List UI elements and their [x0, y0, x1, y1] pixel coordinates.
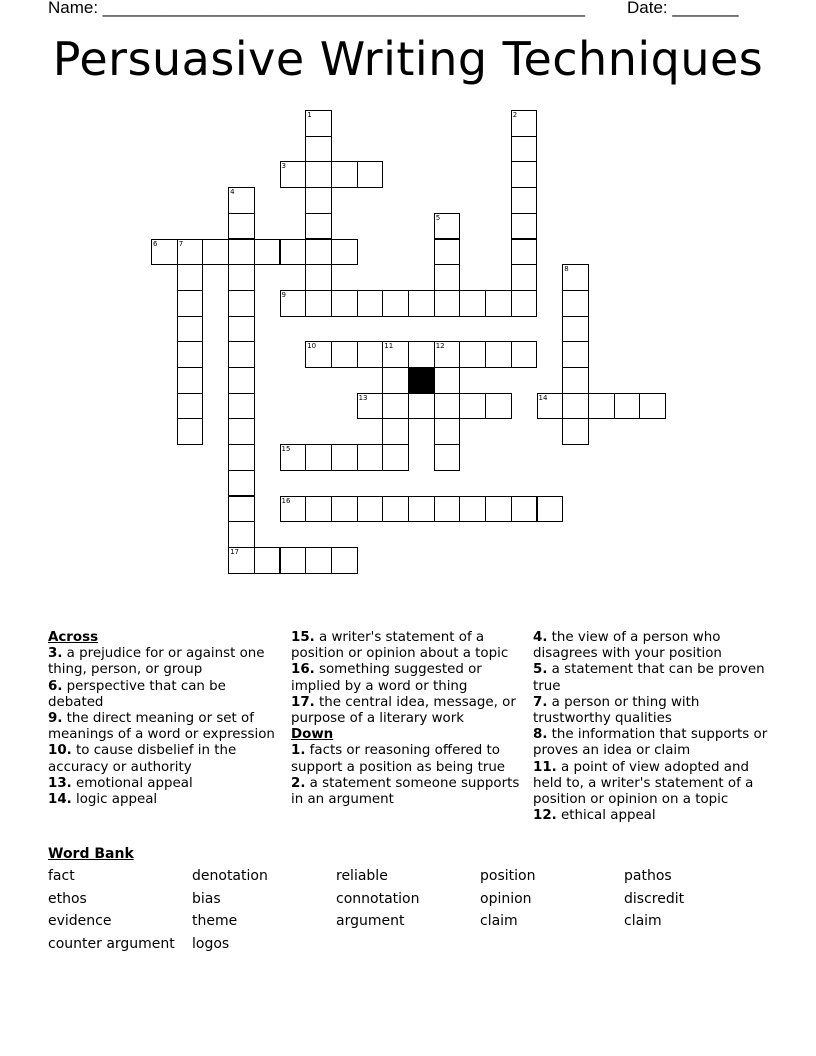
word-bank-item: discredit [624, 890, 685, 907]
grid-cell[interactable] [228, 393, 255, 420]
clue-text: ethical appeal [561, 808, 656, 824]
grid-cell[interactable] [177, 418, 204, 445]
grid-cell[interactable] [614, 393, 641, 420]
grid-cell[interactable] [434, 290, 461, 317]
grid-cell[interactable] [382, 367, 409, 394]
grid-cell[interactable] [485, 341, 512, 368]
clue-text: facts or reasoning offered to support a position as being true [291, 743, 506, 775]
grid-cell[interactable] [331, 496, 358, 523]
cell-number: 3 [281, 162, 286, 171]
grid-cell[interactable] [434, 239, 461, 266]
grid-cell[interactable] [357, 290, 384, 317]
cell-number: 4 [230, 188, 235, 197]
grid-cell[interactable] [177, 239, 204, 266]
clue-text: perspective that can be debated [48, 678, 226, 710]
word-bank-item: bias [192, 890, 221, 907]
grid-cell[interactable] [177, 367, 204, 394]
grid-cell[interactable] [305, 239, 332, 266]
word-bank-item: argument [336, 913, 405, 930]
grid-cell[interactable] [434, 341, 461, 368]
grid-cell[interactable] [537, 393, 564, 420]
grid-cell[interactable] [331, 341, 358, 368]
grid-cell[interactable] [562, 264, 589, 291]
clue-number: 17. [291, 694, 315, 710]
grid-cell[interactable] [485, 393, 512, 420]
word-bank-item: logos [192, 936, 230, 953]
grid-cell[interactable] [305, 213, 332, 240]
grid-cell[interactable] [280, 161, 307, 188]
grid-cell[interactable] [639, 393, 666, 420]
grid-cell[interactable] [511, 290, 538, 317]
clue-text: a person or thing with trustworthy qualities [533, 694, 700, 727]
grid-cell[interactable] [562, 316, 589, 343]
clue-number: 15. [291, 630, 315, 645]
grid-cell[interactable] [305, 110, 332, 137]
clue-text: to cause disbelief in the accuracy or authority [48, 743, 237, 775]
grid-cell[interactable] [434, 213, 461, 240]
grid-cell[interactable] [382, 444, 409, 471]
grid-cell[interactable] [459, 341, 486, 368]
cell-number: 6 [153, 239, 158, 248]
grid-cell[interactable] [228, 316, 255, 343]
grid-cell[interactable] [459, 393, 486, 420]
clue-text: the information that supports or proves an idea or claim [533, 727, 768, 759]
grid-cell[interactable] [331, 290, 358, 317]
cell-number: 7 [178, 239, 184, 248]
clue-number: 13. [48, 775, 72, 791]
grid-cell[interactable] [357, 444, 384, 471]
clue-number: 5. [533, 662, 548, 678]
grid-cell[interactable] [228, 213, 255, 240]
cell-number: 2 [512, 111, 518, 119]
word-bank-item: denotation [192, 868, 268, 884]
word-bank-item: connotation [336, 890, 420, 907]
grid-cell[interactable] [280, 444, 307, 471]
grid-cell[interactable] [511, 136, 538, 163]
grid-cell[interactable] [511, 110, 538, 137]
clue-number: 4. [533, 630, 548, 645]
clue-text: the view of a person who disagrees with your position [533, 630, 722, 662]
clue-column-3 [533, 630, 773, 824]
clue [48, 743, 284, 775]
clue-text: the central idea, message, or purpose of a literary work [291, 694, 516, 727]
word-bank-item: evidence [48, 913, 112, 930]
across-heading: Across [48, 630, 99, 645]
grid-cell[interactable] [434, 496, 461, 523]
clue-number: 9. [48, 711, 63, 727]
grid-cell[interactable] [305, 341, 332, 368]
name-field-label: Name: ___________________________________________________ [48, 0, 585, 17]
grid-cell[interactable] [305, 264, 332, 291]
grid-cell[interactable] [434, 264, 461, 291]
grid-cell[interactable] [280, 547, 307, 574]
clue-number: 7. [533, 694, 548, 710]
clue-number: 11. [533, 759, 557, 775]
clue-text: a statement someone supports in an argument [291, 775, 520, 808]
grid-cell[interactable] [228, 239, 255, 266]
clue [533, 662, 773, 694]
clue [533, 760, 773, 809]
clue [291, 630, 527, 662]
clue [291, 743, 527, 775]
cell-number: 14 [538, 393, 548, 402]
grid-cell[interactable] [562, 367, 589, 394]
grid-cell[interactable] [177, 393, 204, 420]
clue-text: logic appeal [76, 792, 158, 808]
grid-cell[interactable] [485, 496, 512, 523]
grid-cell[interactable] [511, 239, 538, 266]
grid-cell[interactable] [562, 290, 589, 317]
grid-cell[interactable] [382, 418, 409, 445]
clue [533, 630, 773, 662]
cell-number: 8 [564, 265, 569, 274]
clue [291, 695, 527, 727]
clue [533, 808, 773, 824]
grid-cell[interactable] [382, 341, 409, 368]
clue-number: 12. [533, 808, 557, 824]
grid-cell[interactable] [228, 470, 255, 497]
word-bank-item: pathos [624, 868, 672, 884]
grid-cell[interactable] [562, 393, 589, 420]
clue-number: 16. [291, 662, 315, 678]
grid-cell[interactable] [459, 496, 486, 523]
grid-cell[interactable] [177, 290, 204, 317]
clue-number: 2. [291, 775, 306, 791]
grid-cell[interactable] [254, 547, 281, 574]
word-bank-item: fact [48, 868, 75, 884]
grid-cell[interactable] [357, 496, 384, 523]
clue [48, 711, 284, 743]
grid-cell[interactable] [228, 547, 255, 574]
grid-cell[interactable] [177, 316, 204, 343]
grid-cell[interactable] [228, 187, 255, 214]
grid-cell[interactable] [228, 444, 255, 471]
grid-cell[interactable] [511, 341, 538, 368]
word-bank-item: opinion [480, 890, 532, 907]
cell-number: 10 [307, 342, 317, 351]
grid-cell[interactable] [228, 367, 255, 394]
grid-cell[interactable] [305, 444, 332, 471]
cell-number: 5 [435, 213, 441, 222]
clue-number: 14. [48, 792, 72, 808]
grid-cell[interactable] [434, 367, 461, 394]
grid-cell[interactable] [511, 213, 538, 240]
grid-cell[interactable] [202, 239, 229, 266]
word-bank-item: reliable [336, 868, 388, 884]
clue-number: 10. [48, 743, 72, 759]
grid-cell[interactable] [511, 496, 538, 523]
grid-cell[interactable] [331, 547, 358, 574]
cell-number: 16 [281, 496, 291, 505]
clue [291, 662, 527, 694]
clue-number: 3. [48, 646, 63, 662]
clue [48, 679, 284, 711]
clue-text: a writer's statement of a position or opinion about a topic [291, 630, 509, 662]
word-bank-item: counter argument [48, 936, 175, 953]
cell-number: 1 [307, 111, 312, 119]
clue-number: 8. [533, 727, 548, 743]
grid-cell[interactable] [485, 290, 512, 317]
grid-cell[interactable] [228, 521, 255, 548]
grid-cell[interactable] [331, 239, 358, 266]
grid-cell[interactable] [280, 290, 307, 317]
word-bank-item: position [480, 868, 536, 884]
grid-cell[interactable] [408, 496, 435, 523]
grid-cell[interactable] [228, 418, 255, 445]
grid-cell[interactable] [382, 393, 409, 420]
clue-number: 1. [291, 743, 306, 759]
word-bank-heading: Word Bank [48, 846, 134, 862]
grid-cell[interactable] [331, 444, 358, 471]
grid-cell[interactable] [408, 341, 435, 368]
grid-cell[interactable] [305, 136, 332, 163]
grid-cell[interactable] [357, 161, 384, 188]
grid-cell[interactable] [280, 496, 307, 523]
grid-cell[interactable] [434, 393, 461, 420]
clue-number: 6. [48, 678, 63, 694]
clue [291, 776, 527, 808]
date-field-label: Date: _______ [627, 0, 739, 17]
cell-number: 15 [281, 445, 291, 454]
grid-cell[interactable] [408, 290, 435, 317]
clue-text: the direct meaning or set of meanings of a word or expression [48, 711, 275, 743]
clue [48, 776, 284, 792]
grid-cell[interactable] [562, 341, 589, 368]
grid-cell[interactable] [511, 187, 538, 214]
grid-cell[interactable] [228, 290, 255, 317]
grid-cell[interactable] [588, 393, 615, 420]
grid-cell[interactable] [511, 161, 538, 188]
grid-cell[interactable] [177, 264, 204, 291]
clue-text: a statement that can be proven true [533, 662, 765, 694]
clue-column-2 [291, 630, 527, 808]
grid-cell[interactable] [305, 290, 332, 317]
word-bank-item: theme [192, 913, 238, 930]
grid-cell[interactable] [305, 547, 332, 574]
word-bank-item: ethos [48, 890, 87, 907]
grid-cell[interactable] [177, 341, 204, 368]
clue-text: a prejudice for or against one thing, person, or group [48, 646, 265, 678]
down-heading: Down [291, 727, 334, 743]
grid-cell[interactable] [305, 496, 332, 523]
grid-cell[interactable] [434, 444, 461, 471]
grid-cell[interactable] [382, 290, 409, 317]
grid-cell[interactable] [228, 341, 255, 368]
grid-cell[interactable] [254, 239, 281, 266]
grid-cell[interactable] [434, 418, 461, 445]
word-bank-item: claim [480, 913, 518, 930]
page-title: Persuasive Writing Techniques [52, 32, 764, 86]
clue [533, 695, 773, 727]
cell-number: 12 [435, 342, 445, 351]
grid-cell[interactable] [357, 341, 384, 368]
grid-cell[interactable] [280, 239, 307, 266]
grid-cell[interactable] [562, 418, 589, 445]
cell-number: 9 [281, 290, 286, 299]
cell-number: 13 [358, 393, 368, 402]
grid-cell[interactable] [151, 239, 178, 266]
clue-column-1 [48, 630, 284, 808]
cell-number: 17 [230, 547, 240, 556]
grid-cell[interactable] [357, 393, 384, 420]
grid-cell[interactable] [305, 161, 332, 188]
grid-cell[interactable] [511, 264, 538, 291]
grid-cell[interactable] [459, 290, 486, 317]
cell-number: 11 [384, 342, 394, 351]
blocked-cell [408, 367, 435, 394]
grid-cell[interactable] [408, 393, 435, 420]
grid-cell[interactable] [537, 496, 564, 523]
grid-cell[interactable] [228, 496, 255, 523]
clue [48, 646, 284, 678]
clue [48, 792, 284, 808]
grid-cell[interactable] [382, 496, 409, 523]
grid-cell[interactable] [331, 161, 358, 188]
grid-cell[interactable] [305, 187, 332, 214]
clue-text: a point of view adopted and held to, a writer's statement of a position or opinion on a topic [533, 759, 754, 808]
grid-cell[interactable] [228, 264, 255, 291]
word-bank-item: claim [624, 913, 662, 930]
clue [533, 727, 773, 759]
clue-text: something suggested or implied by a word or thing [291, 662, 482, 694]
clue-text: emotional appeal [76, 775, 193, 791]
